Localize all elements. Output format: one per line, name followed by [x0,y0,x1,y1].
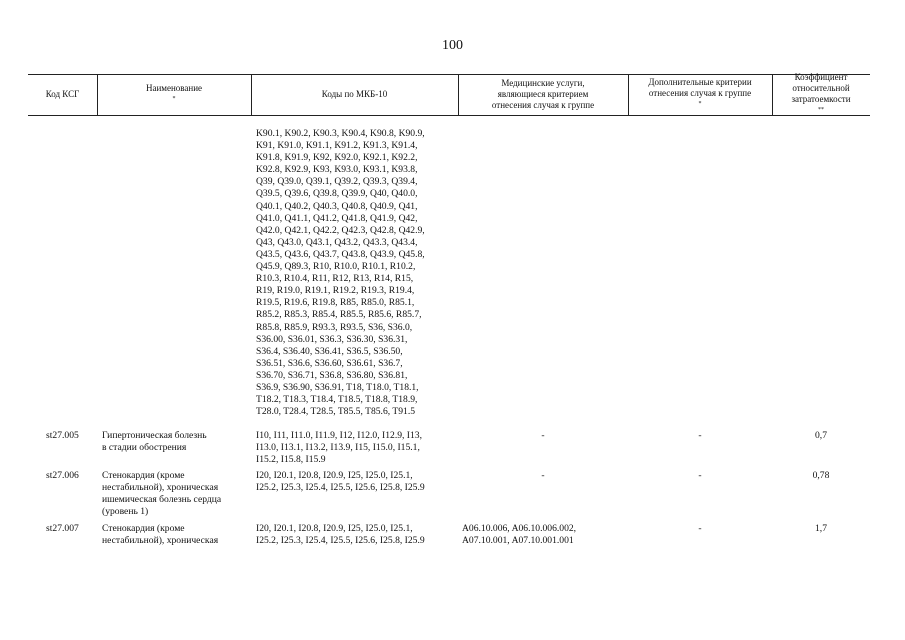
ksg-code: st27.007 [46,523,79,534]
icd-code-line: Q43.5, Q43.6, Q43.7, Q43.8, Q43.9, Q45.8, [256,248,425,260]
icd-code-line: Q39, Q39.0, Q39.1, Q39.2, Q39.3, Q39.4, [256,176,418,188]
icd-code-line: K90.1, K90.2, K90.3, K90.4, K90.8, K90.9, [256,128,425,139]
medical-services: - [541,430,545,441]
icd-codes-continuation [256,128,425,418]
header-cost-coefficient: Коэффициент относительной затратоемкости ** [791,71,851,113]
header-medical-services: Медицинские услуги, являющиеся критерием отнесения случая к группе [491,78,595,110]
icd-code-line: Q42.0, Q42.1, Q42.2, Q42.3, Q42.8, Q42.9, [256,224,425,236]
ksg-name: Стенокардия (кроме нестабильной), хроническая [102,523,219,547]
icd-code-line: T28.0, T28.4, T28.5, T85.5, T85.6, T91.5 [256,406,416,418]
header-ksg-code: Код КСГ [45,89,80,99]
icd-code-line: Q45.9, Q89.3, R10, R10.0, R10.1, R10.2, [256,261,416,273]
medical-services: A06.10.006, A06.10.006.002, A07.10.001, A07.10.001.001 [462,523,577,547]
icd-code-line: S36.00, S36.01, S36.3, S36.30, S36.31, [256,333,408,345]
icd-codes: I20, I20.1, I20.8, I20.9, I25, I25.0, I25.1, I25.2, I25.3, I25.4, I25.5, I25.6, I25.8, I25.9 [256,523,425,547]
icd-code-line: Q40.1, Q40.2, Q40.3, Q40.8, Q40.9, Q41, [256,200,418,212]
ksg-name: Стенокардия (кроме нестабильной), хроническая ишемическая болезнь сердца (уровень 1) [102,470,222,518]
medical-services: - [541,470,545,481]
icd-code-line: R85.8, R85.9, R93.3, R93.5, S36, S36.0, [256,321,413,333]
ksg-code: st27.006 [46,470,79,481]
icd-code-line: S36.4, S36.40, S36.41, S36.5, S36.50, [256,345,403,357]
header-icd-codes: Коды по МКБ-10 [321,89,388,99]
icd-code-line: R19.5, R19.6, R19.8, R85, R85.0, R85.1, [256,297,415,309]
icd-code-line: Q43, Q43.0, Q43.1, Q43.2, Q43.3, Q43.4, [256,236,418,248]
icd-code-line: T18.2, T18.3, T18.4, T18.5, T18.8, T18.9, [256,394,418,406]
table-header-rule [28,115,870,116]
ksg-name: Гипертоническая болезнь в стадии обострения [102,430,207,454]
icd-code-line: S36.70, S36.71, S36.8, S36.80, S36.81, [256,369,408,381]
cost-coefficient: 1,7 [815,523,827,534]
header-additional-criteria: Дополнительные критерии отнесения случая к группе * [648,77,752,107]
icd-code-line: R10.3, R10.4, R11, R12, R13, R14, R15, [256,273,414,285]
icd-code-line: S36.9, S36.90, S36.91, T18, T18.0, T18.1, [256,381,419,393]
icd-code-line: K91.8, K91.9, K92, K92.0, K92.1, K92.2, [256,152,418,164]
additional-criteria: - [698,430,702,441]
icd-codes: I20, I20.1, I20.8, I20.9, I25, I25.0, I25.1, I25.2, I25.3, I25.4, I25.5, I25.6, I25.8, I25.9 [256,470,425,494]
icd-code-line: R85.2, R85.3, R85.4, R85.5, R85.6, R85.7, [256,309,422,321]
icd-code-line: S36.51, S36.6, S36.60, S36.61, S36.7, [256,357,403,369]
page-number: 100 [442,38,463,53]
additional-criteria: - [698,523,702,534]
icd-code-line: R19, R19.0, R19.1, R19.2, R19.3, R19.4, [256,285,415,297]
icd-code-line: K92.8, K92.9, K93, K93.0, K93.1, K93.8, [256,164,418,176]
icd-code-line: Q41.0, Q41.1, Q41.2, Q41.8, Q41.9, Q42, [256,212,418,224]
icd-code-line: K91, K91.0, K91.1, K91.2, K91.3, K91.4, [256,140,418,152]
additional-criteria: - [698,470,702,481]
cost-coefficient: 0,78 [812,470,830,481]
header-name: Наименование * [145,82,203,102]
cost-coefficient: 0,7 [815,430,827,441]
icd-codes: I10, I11, I11.0, I11.9, I12, I12.0, I12.9, I13, I13.0, I13.1, I13.2, I13.9, I15, I15.0, I15.1, I15.2, I15.8, I15.9 [256,430,422,466]
ksg-code: st27.005 [46,430,79,441]
icd-code-line: Q39.5, Q39.6, Q39.8, Q39.9, Q40, Q40.0, [256,188,418,200]
